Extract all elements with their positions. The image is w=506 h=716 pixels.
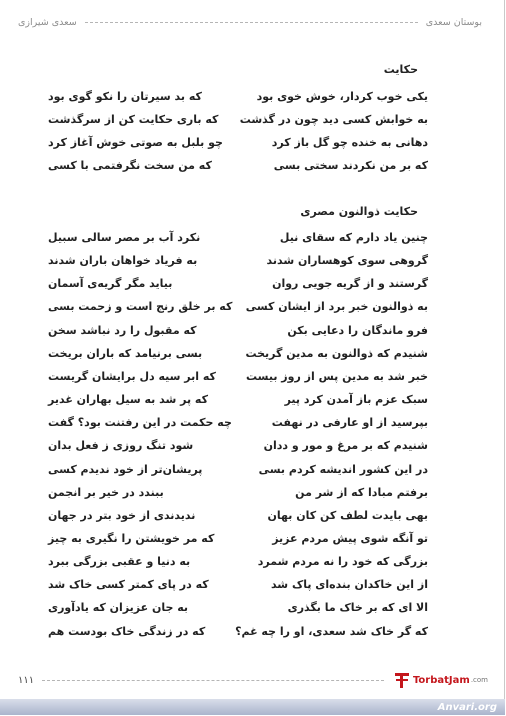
section1-heading: حکایت [383, 63, 418, 76]
verse-line [48, 623, 428, 641]
first-hemistich: به خوابش کسی دید چون در گذشت [239, 113, 428, 127]
header-author: سعدی شیرازی [18, 16, 77, 28]
first-hemistich: یکی خوب کردار، خوش خوی بود [256, 90, 428, 103]
second-hemistich: ندیدندی از خود بتر در جهان [48, 508, 196, 522]
first-hemistich: که گر خاک شد سعدی، او را چه غم؟ [235, 624, 428, 638]
second-hemistich: که بر خلق رنج است و زحمت بسی [48, 300, 233, 314]
first-hemistich: از این خاکدان بنده‌ای پاک شد [270, 578, 428, 592]
verse-line [48, 507, 428, 525]
torbatjam-logo-icon [394, 672, 410, 688]
second-hemistich: بیاید مگر گریه‌ی آسمان [48, 277, 173, 291]
logo-suffix: .com [470, 676, 488, 684]
logo-text: TorbatJam [412, 674, 470, 686]
verse-line [48, 553, 428, 571]
second-hemistich: بسی برنیامد که باران بریخت [48, 346, 203, 360]
page-header [18, 14, 482, 30]
second-hemistich: که در زندگی خاک بودست هم [48, 624, 206, 638]
verse-line [48, 599, 428, 617]
second-hemistich: پریشان‌تر از خود ندیدم کسی [48, 462, 203, 476]
verse-line [48, 368, 428, 386]
header-divider [85, 22, 418, 23]
torbatjam-logo [394, 672, 488, 688]
verse-line [48, 252, 428, 270]
first-hemistich: شنیدم که بر مرغ و مور و ددان [263, 439, 428, 453]
second-hemistich: که در پای کمتر کسی خاک شد [48, 578, 209, 592]
first-hemistich: برفتم مبادا که از شر من [295, 485, 428, 499]
verse-line [48, 298, 428, 316]
second-hemistich: به جان عزیزان که یادآوری [48, 601, 189, 615]
page-footer [18, 670, 488, 690]
second-hemistich: چه حکمت در این رفتنت بود؟ گفت [48, 416, 232, 430]
first-hemistich: که بر من نکردند سختی بسی [273, 159, 428, 173]
verse-line [48, 437, 428, 455]
verse-line [48, 484, 428, 502]
verse-line [48, 576, 428, 594]
bottom-band [0, 699, 505, 715]
first-hemistich: سبک عزم باز آمدن کرد پیر [284, 393, 428, 407]
section2-heading: حکایت ذوالنون مصری [300, 205, 418, 218]
second-hemistich: که ابر سیه دل برایشان گریست [48, 369, 216, 383]
first-hemistich: بپرسید از او عارفی در نهفت [271, 416, 428, 430]
verse-line [48, 461, 428, 479]
first-hemistich: تو آنگه شوی پیش مردم عزیز [272, 531, 428, 545]
first-hemistich: خبر شد به مدین پس از روز بیست [246, 369, 428, 383]
second-hemistich: که باری حکایت کن از سرگذشت [48, 113, 219, 127]
second-hemistich: که مر خویشتن را نگیری به چیز [48, 531, 215, 545]
page-number: ۱۱۱ [18, 674, 35, 686]
first-hemistich: چنین یاد دارم که سقای نیل [279, 231, 428, 244]
first-hemistich: شنیدم که ذوالنون به مدین گریخت [245, 346, 428, 360]
verse-line [48, 275, 428, 293]
second-hemistich: ببندد در خیر بر انجمن [48, 485, 164, 499]
verse-line [48, 88, 428, 106]
second-hemistich: چو بلبل به صوتی خوش آغاز کرد [48, 136, 223, 150]
footer-divider [42, 680, 384, 681]
verse-line [48, 229, 428, 247]
verse-line [48, 157, 428, 175]
verse-line [48, 322, 428, 340]
first-hemistich: به ذوالنون خبر برد از ایشان کسی [245, 300, 428, 314]
first-hemistich: در این کشور اندیشه کردم بسی [258, 462, 428, 476]
verse-line [48, 345, 428, 363]
verse-line [48, 530, 428, 548]
first-hemistich: گروهی سوی کوهساران شدند [266, 254, 428, 268]
verse-line [48, 391, 428, 409]
second-hemistich: که پر شد به سیل بهاران غدیر [48, 393, 208, 407]
verse-line [48, 134, 428, 152]
first-hemistich: گرستند و از گریه جویی روان [272, 277, 428, 291]
second-hemistich: که مقبول را رد نباشد سخن [48, 323, 197, 337]
second-hemistich: که بد سیرتان را نکو گوی بود [48, 90, 202, 103]
second-hemistich: که من سخت نگرفتمی با کسی [48, 159, 212, 173]
second-hemistich: به دنیا و عقبی بزرگی ببرد [48, 555, 191, 569]
second-hemistich: نکرد آب بر مصر سالی سبیل [48, 231, 201, 244]
verse-line [48, 111, 428, 129]
header-book-title: بوستان سعدی [425, 16, 482, 28]
verse-line [48, 414, 428, 432]
watermark: Anvari.org [437, 702, 497, 713]
second-hemistich: شود تنگ روزی ز فعل بدان [48, 439, 194, 453]
second-hemistich: به فریاد خواهان باران شدند [48, 254, 198, 268]
first-hemistich: بزرگی که خود را نه مردم شمرد [257, 555, 428, 569]
first-hemistich: دهانی به خنده چو گل باز کرد [271, 136, 428, 150]
first-hemistich: فرو ماندگان را دعایی بکن [287, 323, 428, 337]
first-hemistich: الا ای که بر خاک ما بگذری [287, 601, 428, 615]
first-hemistich: بهی بایدت لطف کن کان بهان [267, 508, 428, 522]
